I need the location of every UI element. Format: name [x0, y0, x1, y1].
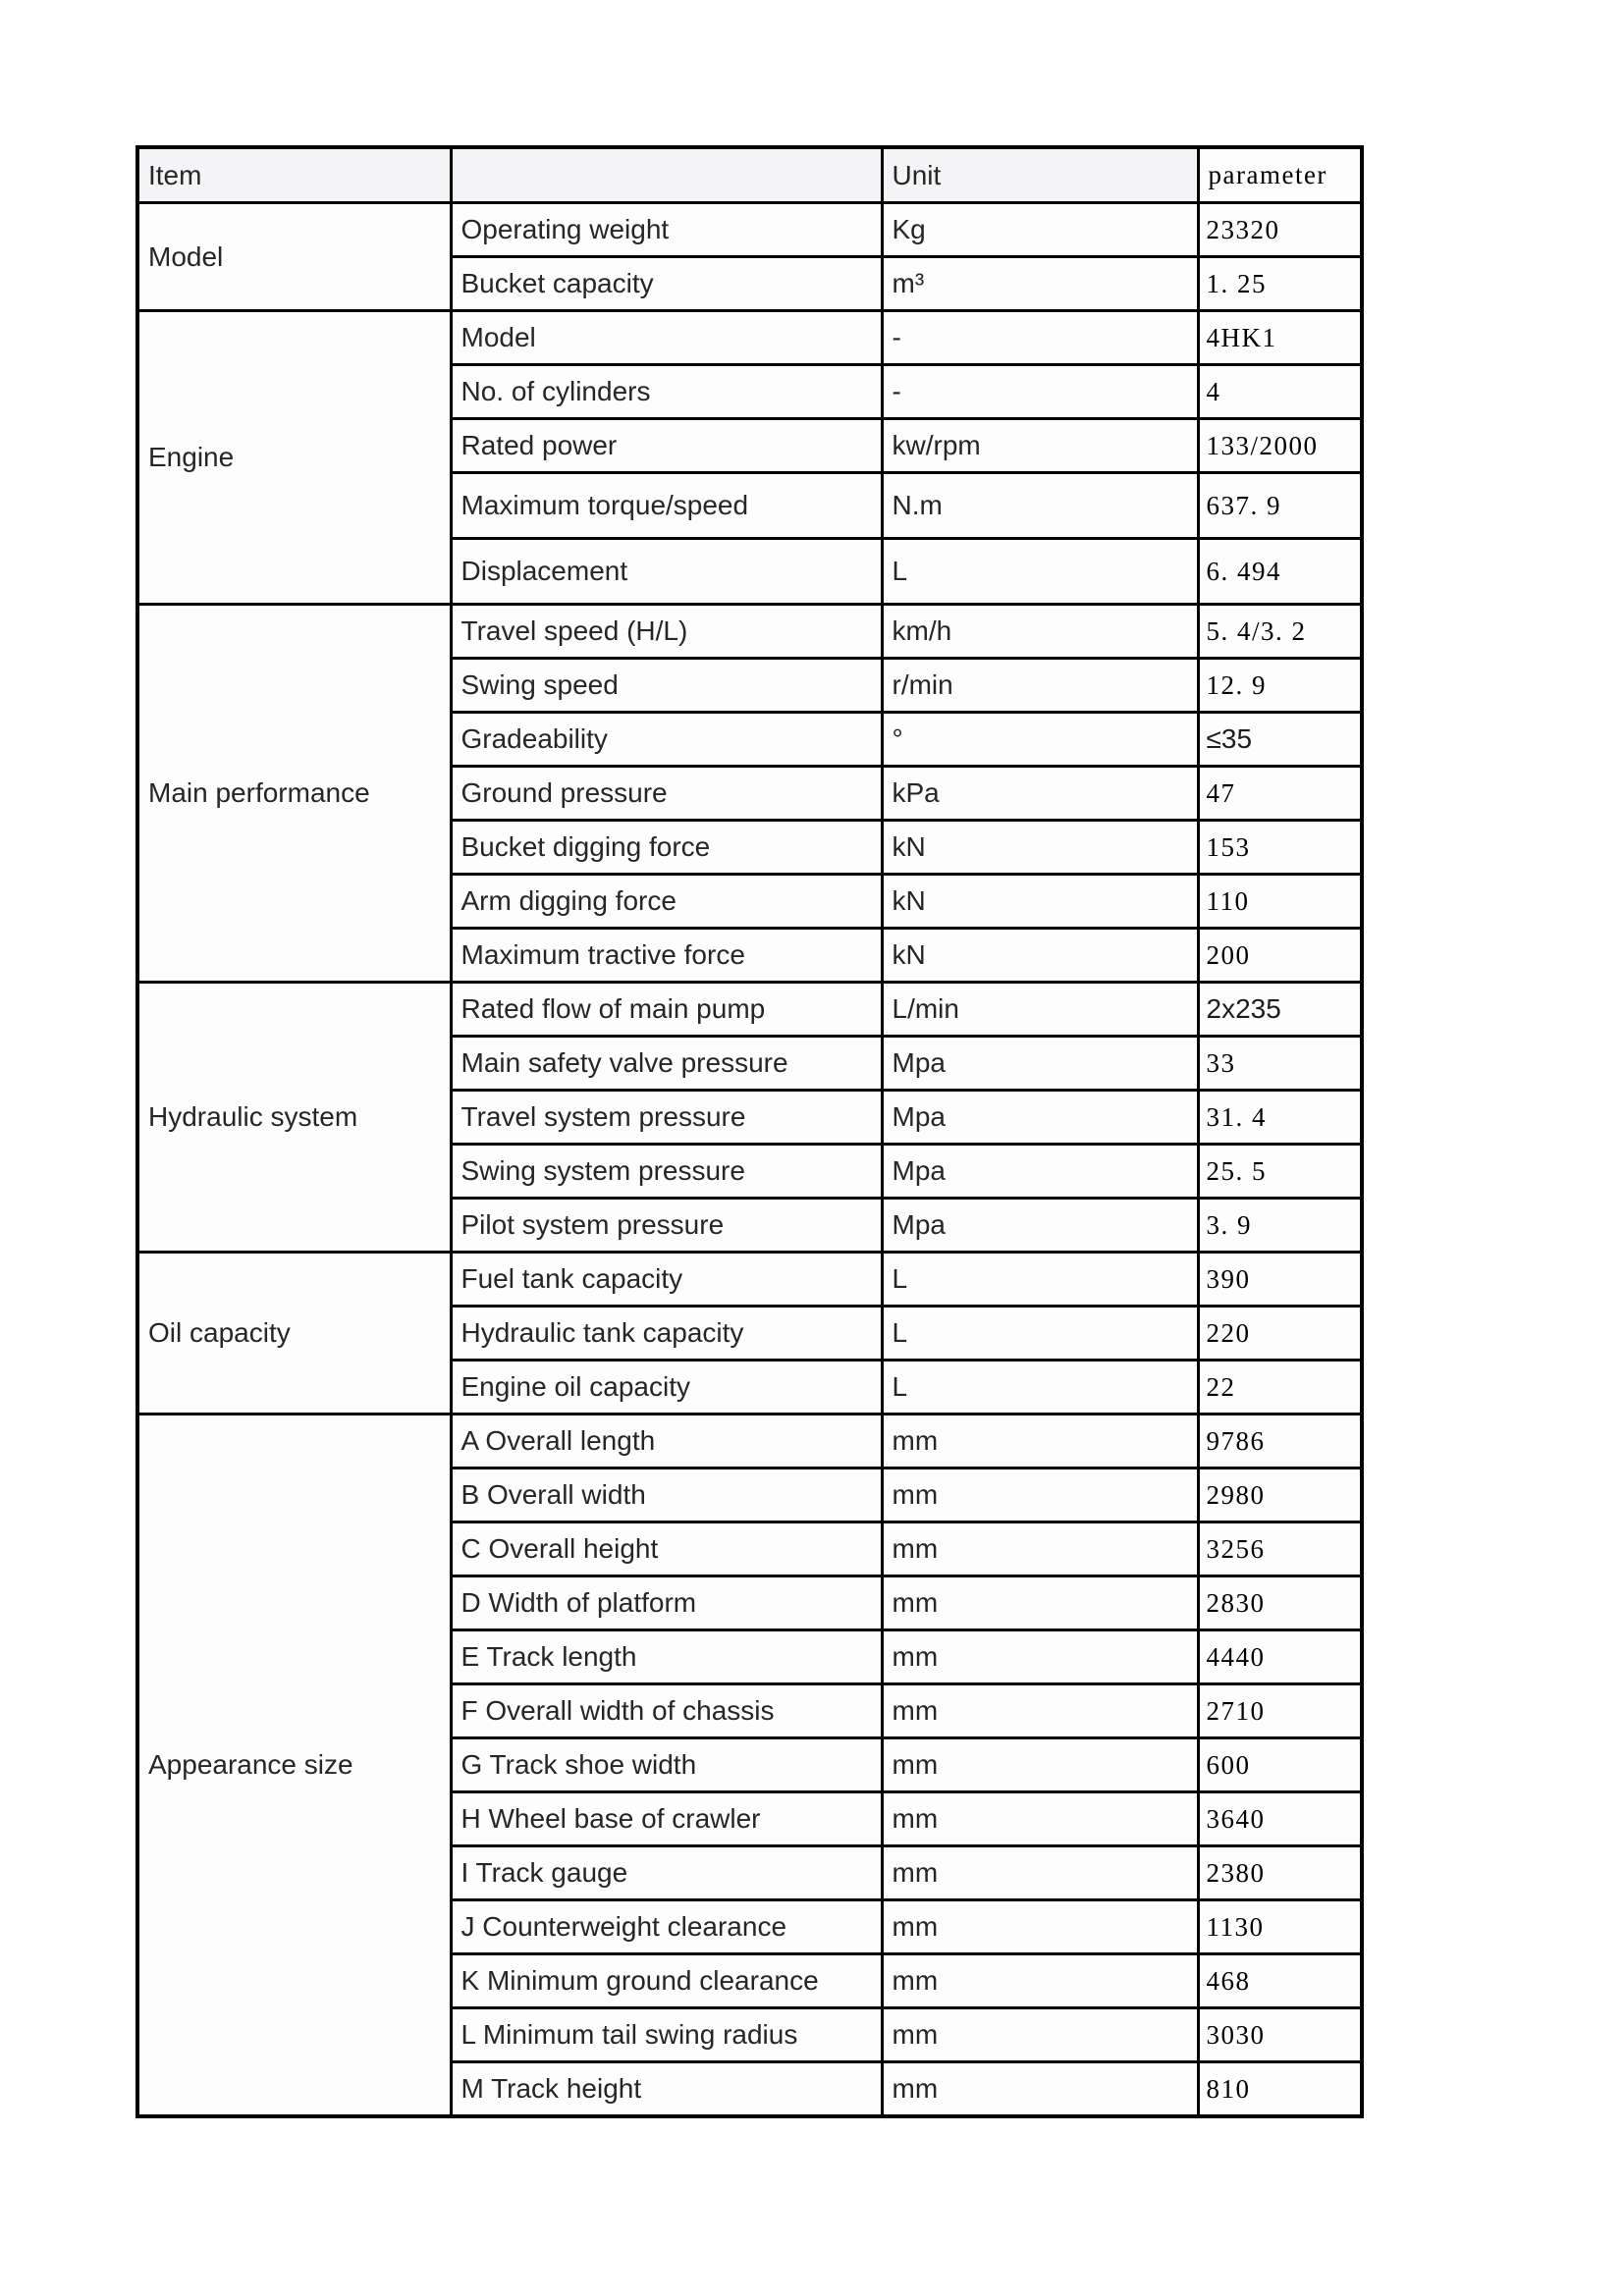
spec-unit: kPa	[882, 767, 1198, 821]
spec-parameter: 9786	[1198, 1415, 1362, 1468]
spec-parameter: 2380	[1198, 1846, 1362, 1900]
header-parameter: parameter	[1198, 147, 1362, 203]
spec-unit: L	[882, 1361, 1198, 1415]
spec-unit: Mpa	[882, 1091, 1198, 1145]
table-row	[137, 311, 1362, 365]
spec-name: Arm digging force	[451, 875, 882, 929]
spec-unit: mm	[882, 2062, 1198, 2117]
header-sub	[451, 147, 882, 203]
table-row	[137, 1253, 1362, 1307]
spec-name: Rated flow of main pump	[451, 983, 882, 1037]
spec-unit: N.m	[882, 473, 1198, 539]
header-unit: Unit	[882, 147, 1198, 203]
spec-unit: L	[882, 1253, 1198, 1307]
spec-unit: mm	[882, 1684, 1198, 1738]
spec-unit: kN	[882, 929, 1198, 983]
spec-parameter: 4	[1198, 365, 1362, 419]
spec-parameter: 133/2000	[1198, 419, 1362, 473]
spec-parameter: 468	[1198, 1954, 1362, 2008]
header-item: Item	[137, 147, 451, 203]
spec-parameter: 200	[1198, 929, 1362, 983]
spec-parameter: ≤35	[1198, 713, 1362, 767]
spec-name: Fuel tank capacity	[451, 1253, 882, 1307]
spec-unit: Kg	[882, 203, 1198, 257]
spec-name: No. of cylinders	[451, 365, 882, 419]
table-header-row	[137, 147, 1362, 203]
spec-parameter: 2x235	[1198, 983, 1362, 1037]
spec-unit: mm	[882, 1522, 1198, 1576]
spec-name: Ground pressure	[451, 767, 882, 821]
spec-parameter: 23320	[1198, 203, 1362, 257]
spec-unit: L	[882, 539, 1198, 605]
spec-parameter: 2830	[1198, 1576, 1362, 1630]
spec-parameter: 47	[1198, 767, 1362, 821]
spec-parameter: 12. 9	[1198, 659, 1362, 713]
spec-parameter: 2710	[1198, 1684, 1362, 1738]
spec-parameter: 153	[1198, 821, 1362, 875]
spec-unit: r/min	[882, 659, 1198, 713]
section-label: Engine	[137, 311, 451, 605]
spec-parameter: 6. 494	[1198, 539, 1362, 605]
spec-unit: mm	[882, 1738, 1198, 1792]
spec-name: Rated power	[451, 419, 882, 473]
section-label: Oil capacity	[137, 1253, 451, 1415]
spec-name: C Overall height	[451, 1522, 882, 1576]
table-row	[137, 203, 1362, 257]
section-label: Appearance size	[137, 1415, 451, 2117]
spec-parameter: 3640	[1198, 1792, 1362, 1846]
spec-name: Main safety valve pressure	[451, 1037, 882, 1091]
spec-name: L Minimum tail swing radius	[451, 2008, 882, 2062]
spec-unit: kN	[882, 821, 1198, 875]
spec-name: A Overall length	[451, 1415, 882, 1468]
spec-unit: m³	[882, 257, 1198, 311]
spec-name: B Overall width	[451, 1468, 882, 1522]
spec-unit: Mpa	[882, 1199, 1198, 1253]
spec-unit: mm	[882, 1792, 1198, 1846]
spec-name: F Overall width of chassis	[451, 1684, 882, 1738]
spec-unit: mm	[882, 1468, 1198, 1522]
spec-parameter: 390	[1198, 1253, 1362, 1307]
spec-unit: km/h	[882, 605, 1198, 659]
spec-name: Hydraulic tank capacity	[451, 1307, 882, 1361]
spec-name: Engine oil capacity	[451, 1361, 882, 1415]
spec-unit: mm	[882, 1900, 1198, 1954]
spec-name: H Wheel base of crawler	[451, 1792, 882, 1846]
spec-name: M Track height	[451, 2062, 882, 2117]
spec-name: G Track shoe width	[451, 1738, 882, 1792]
table-header	[137, 147, 1362, 203]
spec-parameter: 600	[1198, 1738, 1362, 1792]
spec-name: Maximum tractive force	[451, 929, 882, 983]
spec-name: Gradeability	[451, 713, 882, 767]
spec-parameter: 220	[1198, 1307, 1362, 1361]
spec-parameter: 3. 9	[1198, 1199, 1362, 1253]
spec-name: Travel speed (H/L)	[451, 605, 882, 659]
spec-name: Travel system pressure	[451, 1091, 882, 1145]
spec-unit: kw/rpm	[882, 419, 1198, 473]
spec-parameter: 5. 4/3. 2	[1198, 605, 1362, 659]
spec-parameter: 2980	[1198, 1468, 1362, 1522]
spec-name: Model	[451, 311, 882, 365]
spec-name: Bucket capacity	[451, 257, 882, 311]
spec-name: D Width of platform	[451, 1576, 882, 1630]
spec-name: Swing speed	[451, 659, 882, 713]
spec-parameter: 637. 9	[1198, 473, 1362, 539]
spec-unit: mm	[882, 1630, 1198, 1684]
spec-parameter: 3256	[1198, 1522, 1362, 1576]
section-label: Model	[137, 203, 451, 311]
spec-name: Bucket digging force	[451, 821, 882, 875]
spec-unit: mm	[882, 2008, 1198, 2062]
spec-parameter: 1130	[1198, 1900, 1362, 1954]
spec-parameter: 110	[1198, 875, 1362, 929]
spec-parameter: 1. 25	[1198, 257, 1362, 311]
spec-parameter: 4440	[1198, 1630, 1362, 1684]
spec-name: Swing system pressure	[451, 1145, 882, 1199]
spec-name: K Minimum ground clearance	[451, 1954, 882, 2008]
spec-name: Operating weight	[451, 203, 882, 257]
spec-unit: mm	[882, 1846, 1198, 1900]
spec-unit: L	[882, 1307, 1198, 1361]
spec-name: Displacement	[451, 539, 882, 605]
table-row	[137, 1415, 1362, 1468]
table-body	[137, 203, 1362, 2117]
spec-parameter: 25. 5	[1198, 1145, 1362, 1199]
spec-name: J Counterweight clearance	[451, 1900, 882, 1954]
spec-parameter: 33	[1198, 1037, 1362, 1091]
spec-parameter: 810	[1198, 2062, 1362, 2117]
spec-unit: Mpa	[882, 1145, 1198, 1199]
spec-name: I Track gauge	[451, 1846, 882, 1900]
spec-unit: -	[882, 365, 1198, 419]
spec-unit: mm	[882, 1954, 1198, 2008]
spec-parameter: 4HK1	[1198, 311, 1362, 365]
spec-unit: Mpa	[882, 1037, 1198, 1091]
spec-unit: L/min	[882, 983, 1198, 1037]
spec-name: Pilot system pressure	[451, 1199, 882, 1253]
spec-unit: -	[882, 311, 1198, 365]
spec-parameter: 31. 4	[1198, 1091, 1362, 1145]
spec-unit: kN	[882, 875, 1198, 929]
spec-unit: °	[882, 713, 1198, 767]
spec-parameter: 3030	[1198, 2008, 1362, 2062]
table-row	[137, 983, 1362, 1037]
table-row	[137, 605, 1362, 659]
spec-name: E Track length	[451, 1630, 882, 1684]
spec-unit: mm	[882, 1415, 1198, 1468]
spec-parameter: 22	[1198, 1361, 1362, 1415]
section-label: Main performance	[137, 605, 451, 983]
section-label: Hydraulic system	[137, 983, 451, 1253]
spec-name: Maximum torque/speed	[451, 473, 882, 539]
spec-unit: mm	[882, 1576, 1198, 1630]
spec-table	[135, 145, 1364, 2118]
